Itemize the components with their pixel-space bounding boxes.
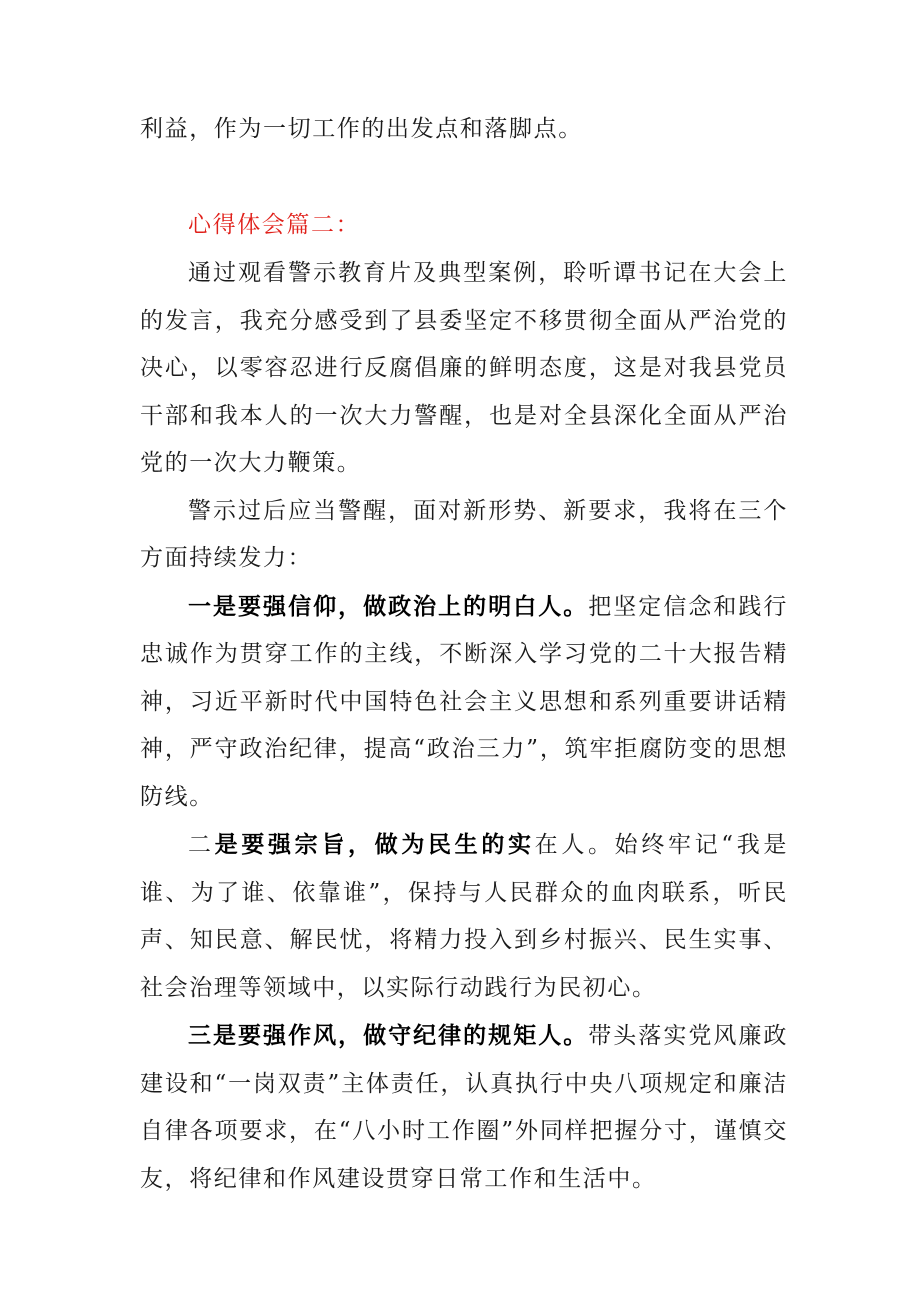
point-lead: 三是要强作风，做守纪律的规矩人。 bbox=[188, 1022, 589, 1049]
point-lead: 是要强宗旨，做为民生的实 bbox=[214, 831, 535, 858]
paragraph-point-three bbox=[140, 1012, 788, 1203]
paragraph-text: 在人。始终牢记“我是谁、为了谁、依靠谁”，保持与人民群众的血肉联系，听民声、知民意、解民忧，将精力投入到乡村振兴、民生实事、社会治理等领域中，以实际行动践行为民初心。 bbox=[140, 832, 788, 1001]
point-lead-plain: 二 bbox=[188, 832, 215, 858]
paragraph-text: 警示过后应当警醒，面对新形势、新要求，我将在三个方面持续发力： bbox=[140, 497, 788, 571]
paragraph-transition bbox=[140, 488, 788, 583]
section-heading: 心得体会篇二： bbox=[188, 212, 361, 238]
paragraph-intro bbox=[140, 250, 788, 488]
article-body bbox=[140, 250, 788, 1203]
paragraph-text: 把坚定信念和践行忠诚作为贯穿工作的主线，不断深入学习党的二十大报告精神，习近平新时代中国特色社会主义思想和系列重要讲话精神，严守政治纪律，提高“政治三力”，筑牢拒腐防变的思想防线。 bbox=[140, 593, 788, 810]
paragraph-text: 通过观看警示教育片及典型案例，聆听谭书记在大会上的发言，我充分感受到了县委坚定不移贯彻全面从严治党的决心，以零容忍进行反腐倡廉的鲜明态度，这是对我县党员干部和我本人的一次大力警醒，也是对全县深化全面从严治党的一次大力鞭策。 bbox=[140, 260, 788, 476]
paragraph-text: 带头落实党风廉政建设和“一岗双责”主体责任，认真执行中央八项规定和廉洁自律各项要求，在“八小时工作圈”外同样把握分寸，谨慎交友，将纪律和作风建设贯穿日常工作和生活中。 bbox=[140, 1023, 788, 1192]
paragraph-point-two bbox=[140, 821, 788, 1012]
point-lead: 一是要强信仰，做政治上的明白人。 bbox=[188, 592, 589, 620]
paragraph-point-one bbox=[140, 583, 788, 822]
continuation-paragraph: 利益，作为一切工作的出发点和落脚点。 bbox=[140, 116, 583, 142]
